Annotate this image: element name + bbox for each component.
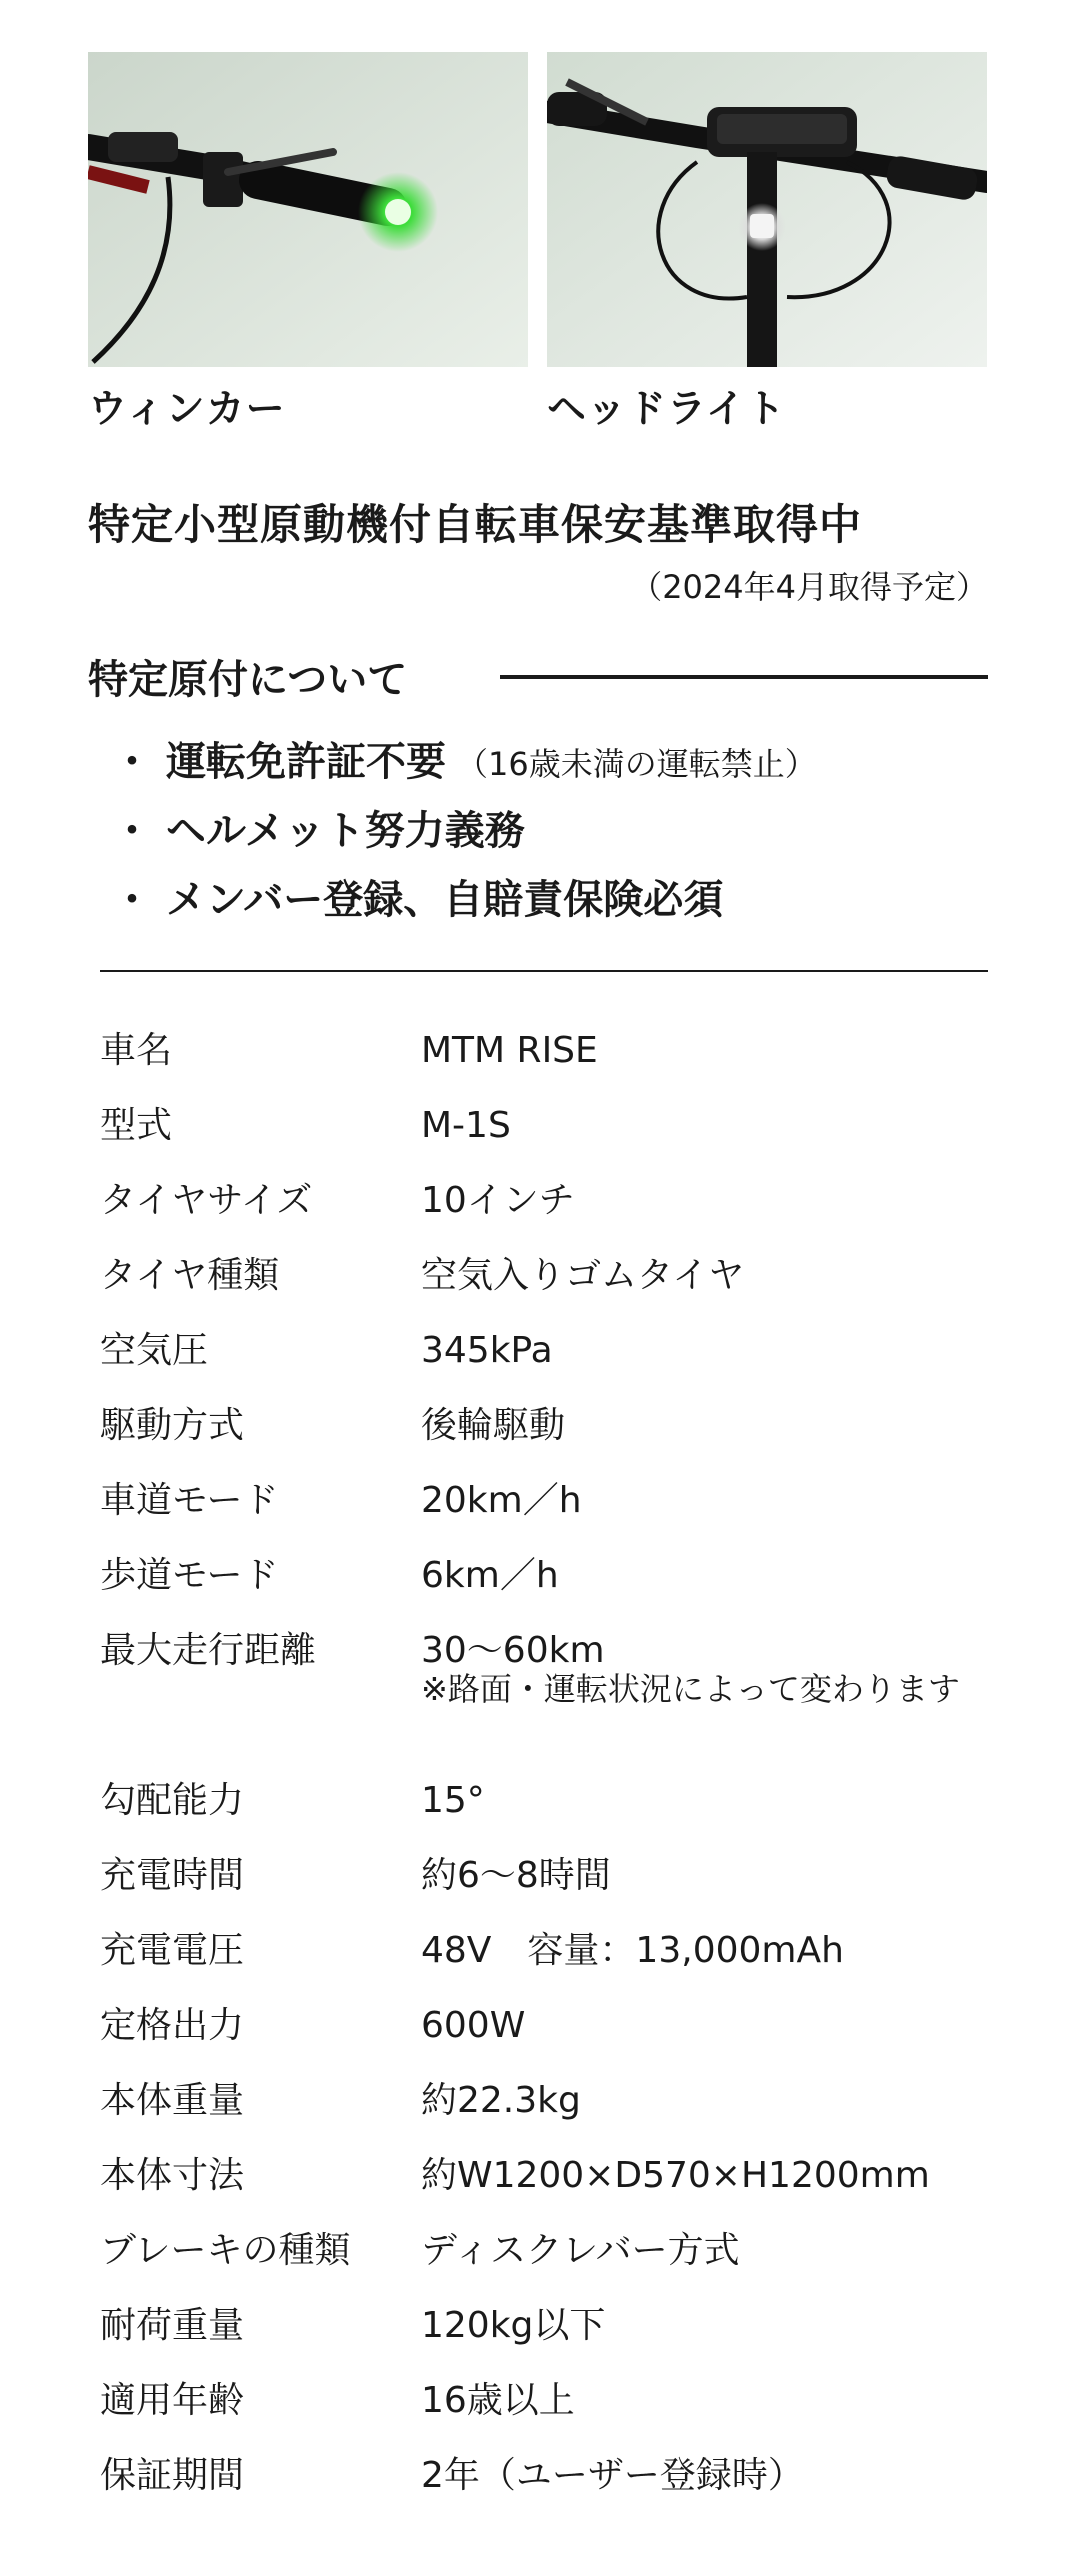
spec-value: 後輪駆動 [421, 1405, 566, 1446]
spec-label: 定格出力 [100, 2005, 245, 2046]
spec-label: 勾配能力 [100, 1780, 245, 1821]
table-row [100, 1105, 990, 1180]
spec-value: 48V 容量：13,000mAh [421, 1930, 844, 1971]
spec-value: 10インチ [421, 1180, 575, 1221]
spec-value: 約W1200×D570×H1200mm [421, 2155, 930, 2196]
table-row [100, 1855, 990, 1930]
bullet-icon: ・ [112, 808, 152, 854]
winker-photo [88, 52, 528, 367]
table-row [100, 1405, 990, 1480]
section-rule [500, 675, 988, 679]
spec-label: 車名 [100, 1030, 173, 1071]
spec-label: タイヤサイズ [100, 1180, 313, 1221]
certification-note: （2024年4月取得予定） [630, 568, 988, 606]
table-row [100, 1555, 990, 1630]
certification-headline: 特定小型原動機付自転車保安基準取得中 [88, 500, 863, 549]
spec-label: 歩道モード [100, 1555, 279, 1596]
table-row [100, 2305, 990, 2380]
bullet-main: 運転免許証不要 [166, 739, 446, 785]
spec-label: 駆動方式 [100, 1405, 245, 1446]
spec-label: 充電電圧 [100, 1930, 245, 1971]
table-row [100, 2080, 990, 2155]
spec-label: 保証期間 [100, 2455, 245, 2496]
table-row [100, 1780, 990, 1855]
table-row [100, 1480, 990, 1555]
spec-value: 空気入りゴムタイヤ [421, 1255, 745, 1296]
table-row [100, 2455, 990, 2530]
bullet-icon: ・ [112, 739, 152, 785]
bullet-sub: （16歳未満の運転禁止） [456, 745, 817, 783]
table-row [100, 1930, 990, 2005]
table-row [100, 2380, 990, 2455]
spec-value: 15° [421, 1780, 485, 1821]
table-row [100, 2155, 990, 2230]
divider [100, 970, 988, 972]
table-row [100, 1255, 990, 1330]
spec-value: 6km／h [421, 1555, 559, 1596]
spec-value: ディスクレバー方式 [421, 2230, 740, 2271]
spec-value: 約22.3kg [421, 2080, 581, 2121]
spec-value: 30〜60km [421, 1630, 605, 1671]
table-row [100, 1180, 990, 1255]
section-heading: 特定原付について [88, 657, 408, 703]
winker-caption: ウィンカー [88, 387, 286, 432]
spec-label: 最大走行距離 [100, 1630, 317, 1671]
spec-table [100, 1030, 990, 2530]
spec-value: 16歳以上 [421, 2380, 575, 2421]
spec-value: 2年（ユーザー登録時） [421, 2455, 804, 2496]
spec-label: 本体重量 [100, 2080, 245, 2121]
table-row [100, 1630, 990, 1780]
spec-value: 約6〜8時間 [421, 1855, 611, 1896]
table-row [100, 2230, 990, 2305]
spec-label: 車道モード [100, 1480, 279, 1521]
spec-label: 空気圧 [100, 1330, 209, 1371]
spec-value: 345kPa [421, 1330, 553, 1371]
spec-label: タイヤ種類 [100, 1255, 280, 1296]
list-item [112, 730, 817, 799]
list-item [112, 799, 817, 868]
requirements-list [112, 730, 817, 937]
table-row [100, 1330, 990, 1405]
headlight-photo [547, 52, 987, 367]
list-item [112, 868, 817, 937]
headlight-caption: ヘッドライト [547, 387, 786, 432]
table-row [100, 2005, 990, 2080]
spec-value: 120kg以下 [421, 2305, 606, 2346]
spec-label: 本体寸法 [100, 2155, 245, 2196]
spec-label: 型式 [100, 1105, 173, 1146]
table-row [100, 1030, 990, 1105]
spec-label: ブレーキの種類 [100, 2230, 351, 2271]
bullet-icon: ・ [112, 877, 152, 923]
spec-label: 適用年齢 [100, 2380, 245, 2421]
spec-value-group [421, 1630, 990, 1780]
bullet-main: メンバー登録、自賠責保険必須 [166, 877, 724, 923]
spec-value: 20km／h [421, 1480, 582, 1521]
spec-label: 耐荷重量 [100, 2305, 245, 2346]
spec-value: 600W [421, 2005, 526, 2046]
spec-value: MTM RISE [421, 1030, 598, 1071]
spec-value: M-1S [421, 1105, 511, 1146]
spec-value-note: ※路面・運転状況によって変わります [421, 1670, 960, 1709]
bullet-main: ヘルメット努力義務 [166, 808, 525, 854]
spec-label: 充電時間 [100, 1855, 245, 1896]
